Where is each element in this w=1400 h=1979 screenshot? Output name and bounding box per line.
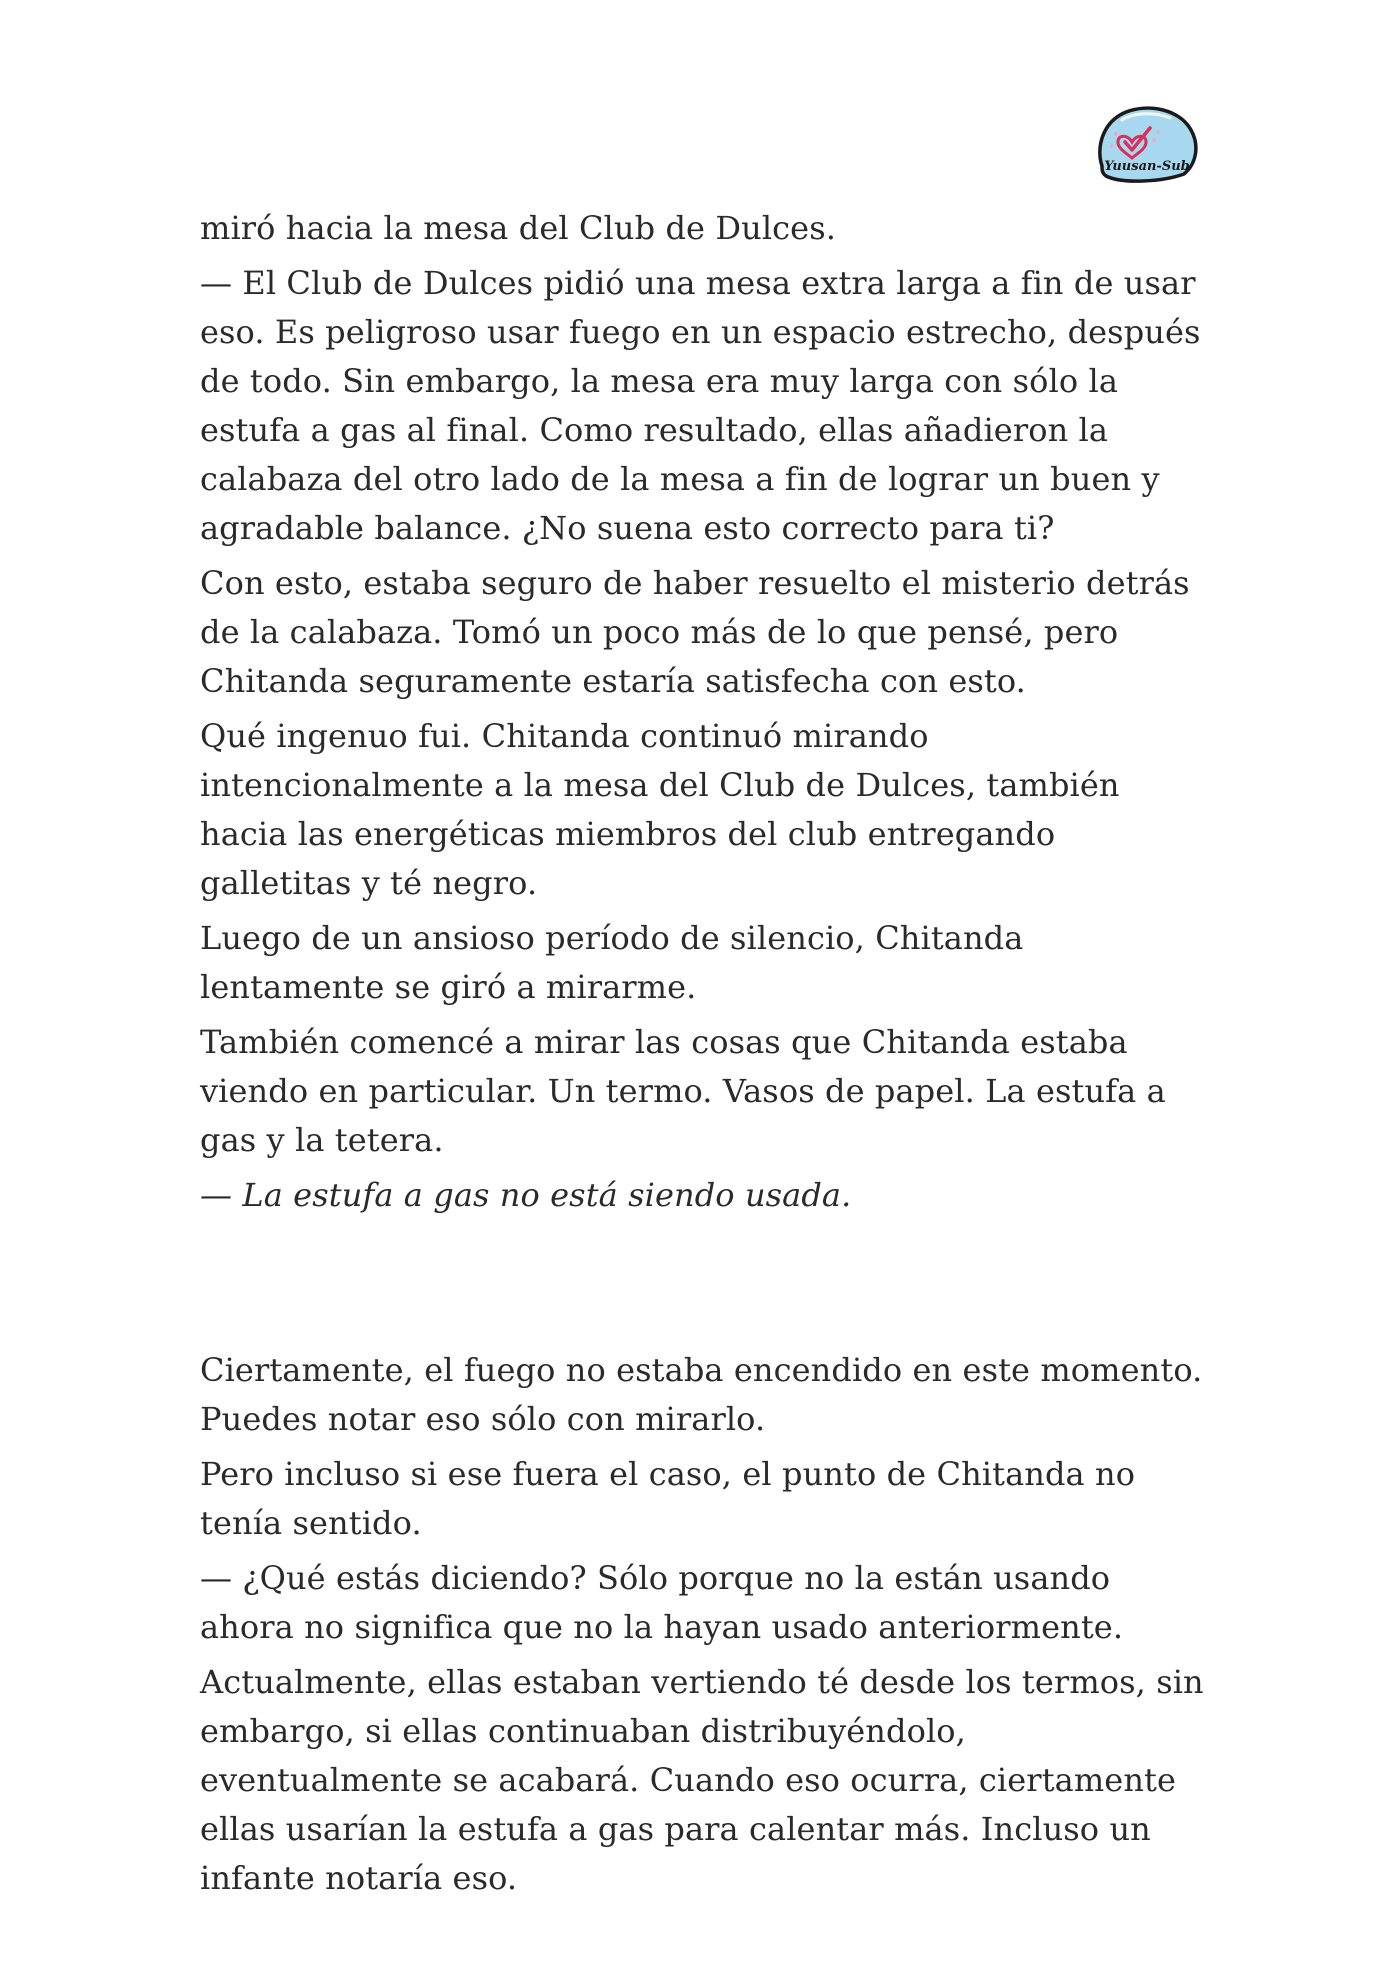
paragraph: Pero incluso si ese fuera el caso, el punto de Chitanda no tenía sentido. <box>200 1455 1136 1542</box>
logo-graphic <box>1092 104 1200 184</box>
paragraph: miró hacia la mesa del Club de Dulces. <box>200 209 837 247</box>
paragraph: También comencé a mirar las cosas que Chitanda estaba viendo en particular. Un termo. Vasos de papel. La estufa a gas y la tetera. <box>200 1023 1166 1159</box>
paragraph: Actualmente, ellas estaban vertiendo té desde los termos, sin embargo, si ellas continuaban distribuyéndolo, eventualmente se acabará. Cuando eso ocurra, ciertamente ellas usarían la estufa a gas para calentar más. Incluso un infante notaría eso. <box>200 1663 1204 1897</box>
paragraph: Qué ingenuo fui. Chitanda continuó mirando intencionalmente a la mesa del Club de Dulces, también hacia las energéticas miembros del club entregando galletitas y té negro. <box>200 717 1120 902</box>
paragraph: — ¿Qué estás diciendo? Sólo porque no la están usando ahora no significa que no la hayan usado anteriormente. <box>200 1559 1124 1646</box>
yuusan-sub-logo <box>1092 104 1200 184</box>
italic-paragraph: — La estufa a gas no está siendo usada. <box>200 1176 852 1214</box>
body-text <box>200 204 1210 1909</box>
paragraph: Luego de un ansioso período de silencio, Chitanda lentamente se giró a mirarme. <box>200 919 1024 1006</box>
paragraph: Con esto, estaba seguro de haber resuelto el misterio detrás de la calabaza. Tomó un poco más de lo que pensé, pero Chitanda seguramente estaría satisfecha con esto. <box>200 564 1190 700</box>
logo-text: Yuusan-Sub <box>1104 159 1190 174</box>
paragraph: Ciertamente, el fuego no estaba encendido en este momento. Puedes notar eso sólo con mirarlo. <box>200 1351 1203 1438</box>
paragraph: — El Club de Dulces pidió una mesa extra larga a fin de usar eso. Es peligroso usar fuego en un espacio estrecho, después de todo. Sin embargo, la mesa era muy larga con sólo la estufa a gas al final. Como resultado, ellas añadieron la calabaza del otro lado de la mesa a fin de lograr un buen y agradable balance. ¿No suena esto correcto para ti? <box>200 264 1201 547</box>
